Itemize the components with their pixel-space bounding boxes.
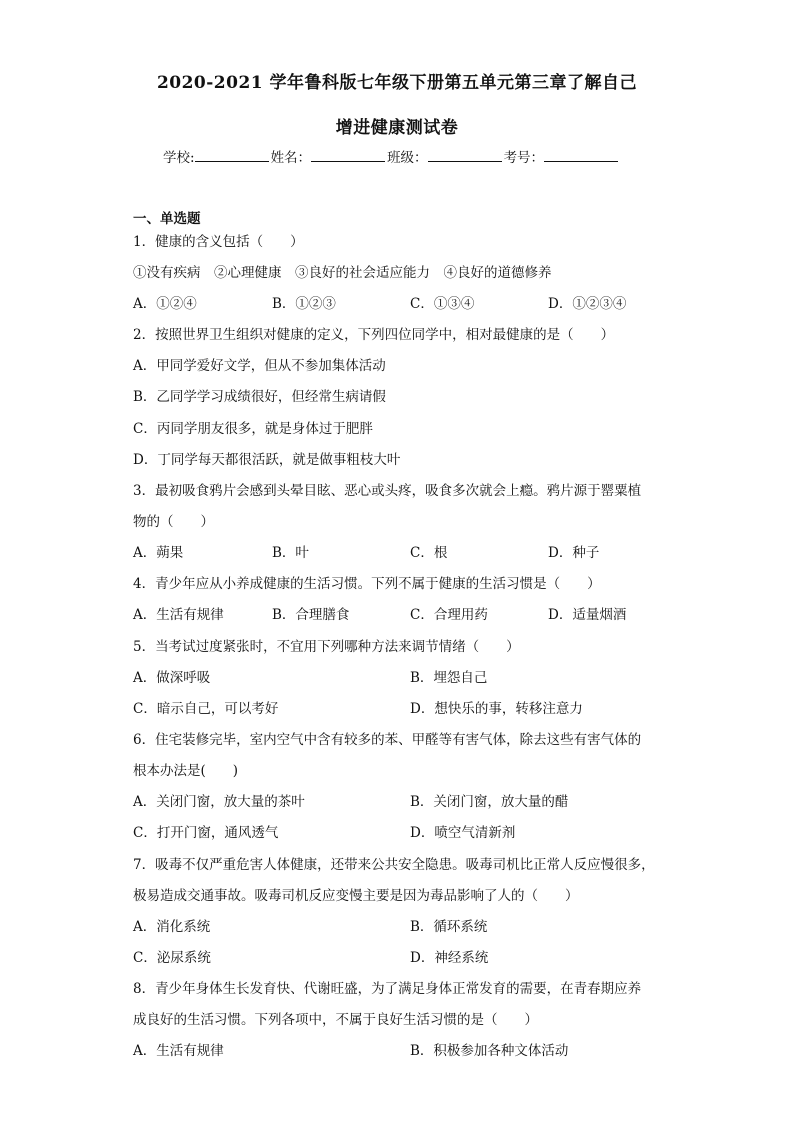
question-stem: 1．健康的含义包括（ ） bbox=[133, 234, 304, 250]
question-stem: 2．按照世界卫生组织对健康的定义，下列四位同学中，相对最健康的是（ ） bbox=[133, 327, 615, 343]
question-stem: 物的（ ） bbox=[133, 514, 214, 530]
question-stem: 6．住宅装修完毕，室内空气中含有较多的苯、甲醛等有害气体，除去这些有害气体的 bbox=[133, 732, 642, 748]
class-label: 班级： bbox=[387, 150, 428, 166]
option-b: B．埋怨自己 bbox=[410, 670, 488, 686]
question-stem: 4．青少年应从小养成健康的生活习惯。下列不属于健康的生活习惯是（ ） bbox=[133, 576, 601, 592]
option-c: C．打开门窗，通风透气 bbox=[133, 825, 279, 841]
option-d: D．想快乐的事，转移注意力 bbox=[410, 701, 583, 717]
option-c: C．暗示自己，可以考好 bbox=[133, 701, 279, 717]
option-b: B．关闭门窗，放大量的醋 bbox=[410, 794, 569, 810]
option-c: C．泌尿系统 bbox=[133, 950, 211, 966]
question-stem: 极易造成交通事故。吸毒司机反应变慢主要是因为毒品影响了人的（ ） bbox=[133, 888, 579, 904]
exam-title-line2: 增进健康测试卷 bbox=[335, 118, 459, 138]
option-d: D．神经系统 bbox=[410, 950, 489, 966]
option-a: A．甲同学爱好文学，但从不参加集体活动 bbox=[133, 358, 386, 374]
name-label: 姓名： bbox=[270, 150, 312, 166]
option-a: A．①②④ bbox=[133, 296, 197, 312]
option-b: B．积极参加各种文体活动 bbox=[410, 1043, 569, 1059]
number-blank bbox=[544, 148, 618, 162]
option-d: D．种子 bbox=[548, 545, 600, 561]
option-c: C．根 bbox=[410, 545, 448, 561]
option-b: B．乙同学学习成绩很好，但经常生病请假 bbox=[133, 389, 386, 405]
option-d: D．丁同学每天都很活跃，就是做事粗枝大叶 bbox=[133, 452, 401, 468]
option-b: B．循环系统 bbox=[410, 919, 488, 935]
question-stem: 7．吸毒不仅严重危害人体健康，还带来公共安全隐患。吸毒司机比正常人反应慢很多， bbox=[133, 857, 655, 873]
student-info-line bbox=[163, 146, 620, 166]
option-c: C．合理用药 bbox=[410, 607, 488, 623]
section-title: 一、单选题 bbox=[133, 211, 201, 227]
option-a: A．关闭门窗，放大量的茶叶 bbox=[133, 794, 305, 810]
question-stem: 根本办法是( ) bbox=[133, 763, 239, 779]
class-blank bbox=[428, 148, 502, 162]
question-stem: 5．当考试过度紧张时，不宜用下列哪种方法来调节情绪（ ） bbox=[133, 639, 520, 655]
option-d: D．适量烟酒 bbox=[548, 607, 627, 623]
option-a: A．蒴果 bbox=[133, 545, 184, 561]
number-label: 考号： bbox=[503, 150, 545, 166]
school-blank bbox=[195, 148, 269, 162]
question-stem: 3．最初吸食鸦片会感到头晕目眩、恶心或头疼，吸食多次就会上瘾。鸦片源于罂粟植 bbox=[133, 483, 642, 499]
option-a: A．消化系统 bbox=[133, 919, 211, 935]
question-stem: 成良好的生活习惯。下列各项中，不属于良好生活习惯的是（ ） bbox=[133, 1012, 538, 1028]
exam-title-line1: 2020-2021 学年鲁科版七年级下册第五单元第三章了解自己 bbox=[156, 73, 638, 93]
question-stem: ①没有疾病 ②心理健康 ③良好的社会适应能力 ④良好的道德修养 bbox=[133, 265, 552, 281]
option-b: B．叶 bbox=[272, 545, 309, 561]
option-c: C．①③④ bbox=[410, 296, 475, 312]
option-a: A．做深呼吸 bbox=[133, 670, 211, 686]
option-a: A．生活有规律 bbox=[133, 1043, 224, 1059]
name-blank bbox=[311, 148, 385, 162]
option-b: B．合理膳食 bbox=[272, 607, 350, 623]
option-d: D．喷空气清新剂 bbox=[410, 825, 516, 841]
option-c: C．丙同学朋友很多，就是身体过于肥胖 bbox=[133, 421, 373, 437]
option-d: D．①②③④ bbox=[548, 296, 627, 312]
option-b: B．①②③ bbox=[272, 296, 336, 312]
question-stem: 8．青少年身体生长发育快、代谢旺盛，为了满足身体正常发育的需要，在青春期应养 bbox=[133, 981, 642, 997]
option-a: A．生活有规律 bbox=[133, 607, 224, 623]
school-label: 学校: bbox=[163, 150, 195, 166]
